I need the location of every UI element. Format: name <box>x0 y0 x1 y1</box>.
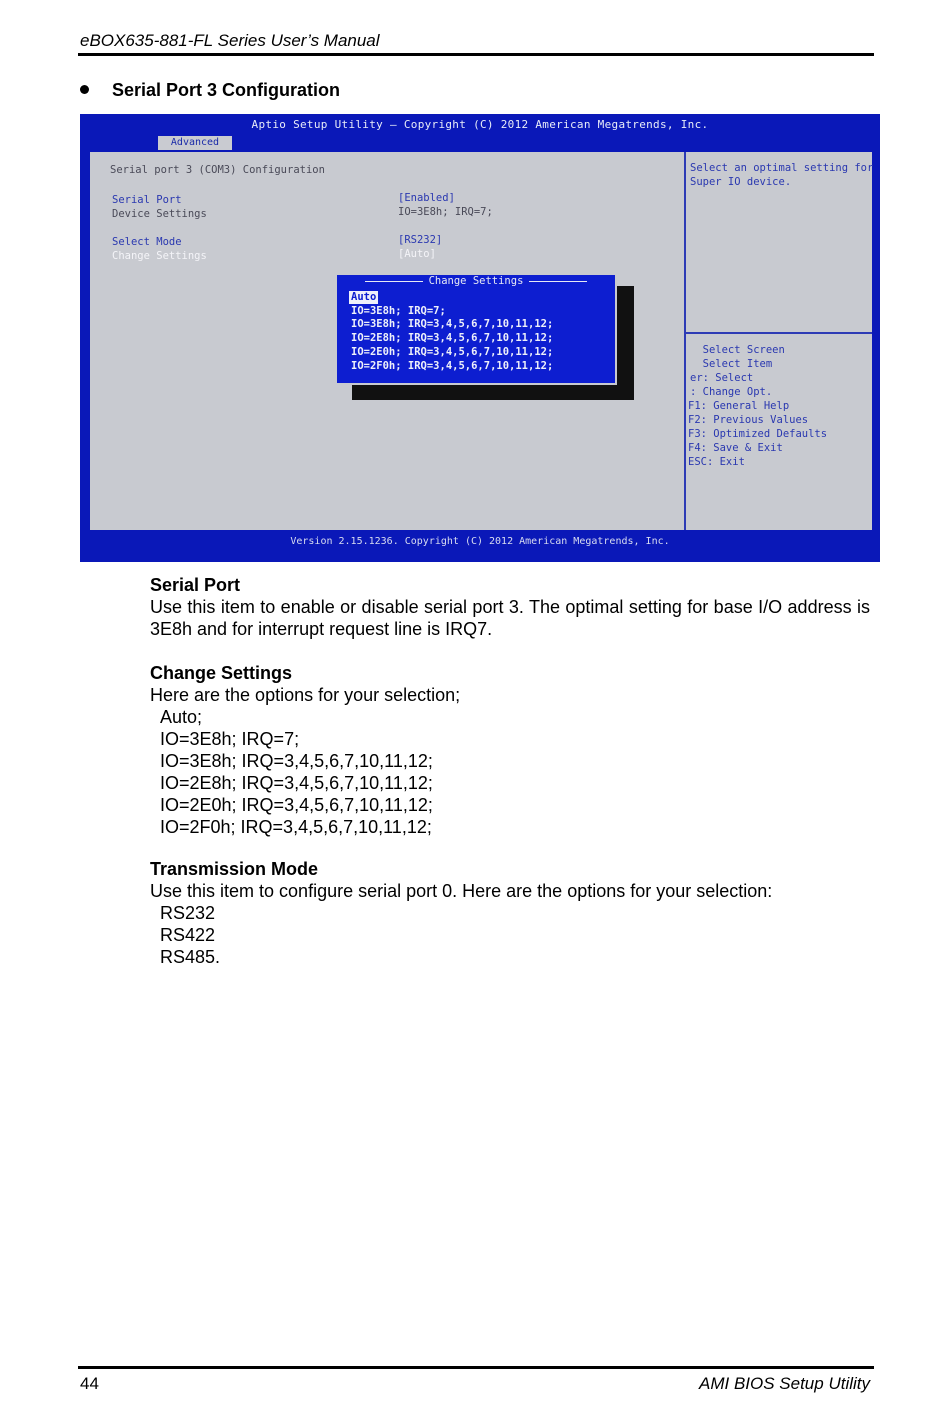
popup-option[interactable]: IO=3E8h; IRQ=7; <box>351 305 446 317</box>
bios-key-hint: F2: Previous Values <box>688 414 809 426</box>
bios-key-hint: F1: General Help <box>688 400 790 412</box>
transmission-mode-option: RS485. <box>160 947 221 967</box>
popup-option[interactable]: Auto <box>351 291 377 303</box>
bios-row-change-settings-value[interactable]: [Auto] <box>398 248 436 260</box>
bios-footer: Version 2.15.1236. Copyright (C) 2012 American Megatrends, Inc. <box>290 536 670 547</box>
bios-row-serial-port-label[interactable]: Serial Port <box>112 194 182 206</box>
bios-key-hint: Select Item <box>690 358 773 370</box>
header-rule <box>78 53 874 56</box>
bios-row-select-mode-value[interactable]: [RS232] <box>398 234 443 246</box>
bios-divider-horizontal <box>686 332 872 334</box>
change-settings-option: IO=2F0h; IRQ=3,4,5,6,7,10,11,12; <box>160 817 432 837</box>
popup-option[interactable]: IO=2F0h; IRQ=3,4,5,6,7,10,11,12; <box>351 360 554 372</box>
bios-row-device-settings-value: IO=3E8h; IRQ=7; <box>398 206 493 218</box>
bios-key-hint: ESC: Exit <box>688 456 745 468</box>
change-settings-section <box>150 662 870 838</box>
bios-row-device-settings-label: Device Settings <box>112 208 207 220</box>
popup-option[interactable]: IO=2E0h; IRQ=3,4,5,6,7,10,11,12; <box>351 346 554 358</box>
bios-key-hint: F3: Optimized Defaults <box>688 428 828 440</box>
change-settings-text: Here are the options for your selection; <box>150 685 461 705</box>
transmission-mode-option: RS422 <box>160 925 216 945</box>
popup-option[interactable]: IO=2E8h; IRQ=3,4,5,6,7,10,11,12; <box>351 332 554 344</box>
tab-advanced[interactable]: Advanced <box>158 136 232 150</box>
change-settings-option: Auto; <box>160 707 203 727</box>
popup-option[interactable]: IO=3E8h; IRQ=3,4,5,6,7,10,11,12; <box>351 318 554 330</box>
change-settings-option: IO=2E0h; IRQ=3,4,5,6,7,10,11,12; <box>160 795 433 815</box>
serial-port-section <box>150 574 870 640</box>
bios-page-title: Serial port 3 (COM3) Configuration <box>110 164 325 176</box>
change-settings-option: IO=3E8h; IRQ=7; <box>160 729 300 749</box>
transmission-mode-title: Transmission Mode <box>150 859 319 879</box>
footer-rule <box>78 1366 874 1369</box>
change-settings-popup <box>335 273 617 385</box>
change-settings-option: IO=3E8h; IRQ=3,4,5,6,7,10,11,12; <box>160 751 433 771</box>
change-settings-option: IO=2E8h; IRQ=3,4,5,6,7,10,11,12; <box>160 773 433 793</box>
bios-title: Aptio Setup Utility – Copyright (C) 2012 American Megatrends, Inc. <box>251 118 709 131</box>
bios-row-serial-port-value[interactable]: [Enabled] <box>398 192 455 204</box>
serial-port-text: Use this item to enable or disable serial port 3. The optimal setting for base I/O address is 3E8h and for interrupt request line is IRQ7. <box>150 597 870 639</box>
page-number: 44 <box>80 1374 99 1393</box>
footer-section-title: AMI BIOS Setup Utility <box>699 1374 870 1393</box>
bios-help-line: Super IO device. <box>690 176 792 188</box>
bios-divider-vertical <box>684 152 686 530</box>
transmission-mode-text: Use this item to configure serial port 0. Here are the options for your selection: <box>150 881 773 901</box>
section-heading <box>80 80 340 101</box>
bullet-icon <box>80 85 89 94</box>
serial-port-title: Serial Port <box>150 575 241 595</box>
bios-row-select-mode-label[interactable]: Select Mode <box>112 236 182 248</box>
bios-key-hint: er: Select <box>690 372 754 384</box>
manual-title: eBOX635-881-FL Series User’s Manual <box>80 31 380 50</box>
transmission-mode-section <box>150 858 870 968</box>
bios-row-change-settings-label[interactable]: Change Settings <box>112 250 207 262</box>
change-settings-title: Change Settings <box>150 663 293 683</box>
section-heading-text: Serial Port 3 Configuration <box>112 80 341 100</box>
bios-key-hint: F4: Save & Exit <box>688 442 783 454</box>
bios-key-hint: : Change Opt. <box>690 386 773 398</box>
bios-screenshot <box>80 114 880 562</box>
popup-title: Change Settings <box>337 275 615 287</box>
bios-key-hint: Select Screen <box>690 344 785 356</box>
bios-help-line: Select an optimal setting for <box>690 162 874 174</box>
transmission-mode-option: RS232 <box>160 903 216 923</box>
